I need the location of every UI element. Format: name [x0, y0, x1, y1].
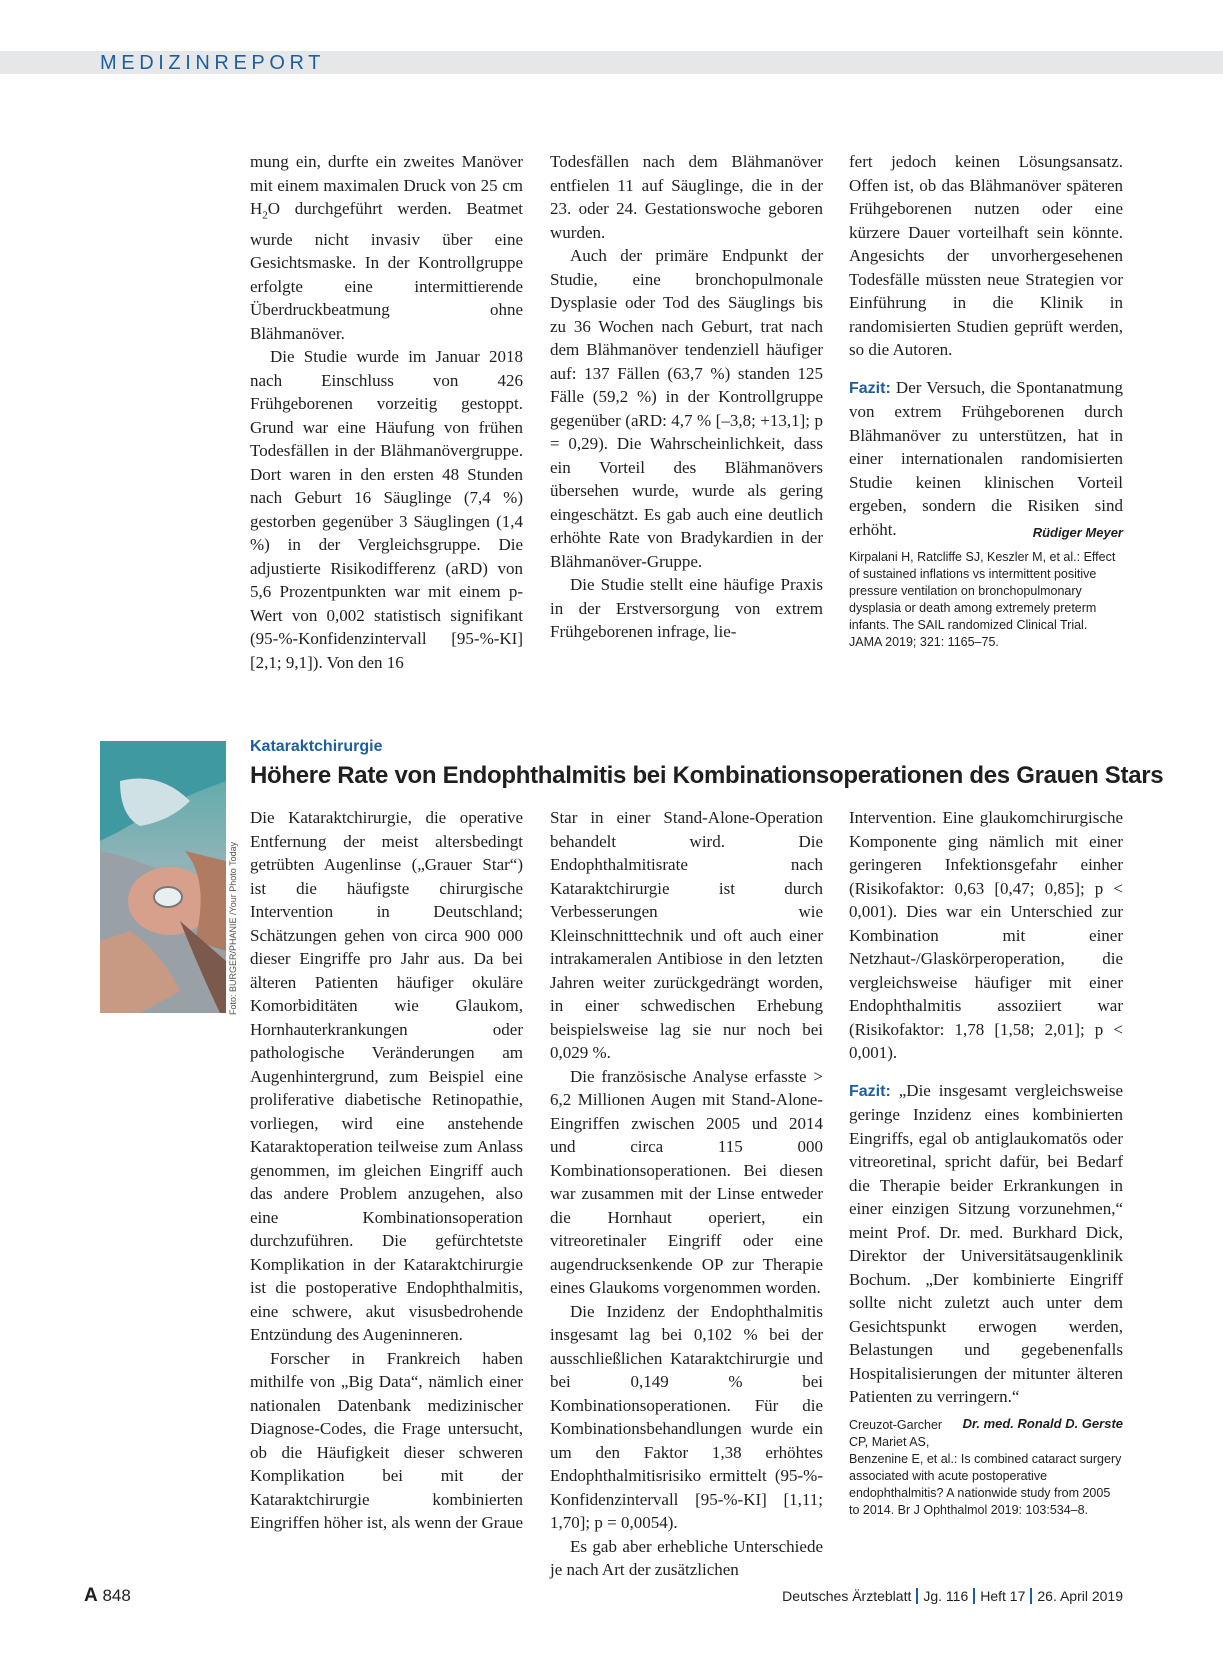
article-column-1: [250, 806, 523, 1535]
reference: Creuzot-Garcher CP, Mariet AS, Benzenine E, et al.: Is combined cataract surgery associated with acute postoperative endophthalmitis? A nationwide study from 2005 to 2014. Br J Ophthalmol 2019: 103:534–8.: [849, 1417, 1122, 1517]
article-column-3: [849, 806, 1123, 1519]
journal-date: 26. April 2019: [1037, 1588, 1123, 1604]
top-column-2: [550, 150, 823, 644]
photo-credit: Foto: BURGER/PHANIE /Your Photo Today: [228, 841, 238, 1015]
fazit-paragraph: Fazit: „Die insgesamt vergleichsweise geringe Inzidenz eines kombinierten Eingriffs, egal ob antiglaukomatös oder vitreoretinal, spricht dafür, bei Bedarf die Therapie beider Erkrankungen in einer einzigen Sitzung vorzunehmen,“ meint Prof. Dr. med. Burkhard Dick, Direktor der Universitätsaugenklinik Bochum. „Der kombinierte Eingriff sollte nicht zuletzt auch unter dem Gesichtspunkt erwogen werden, Belastungen und gegebenenfalls Hospitalisierungen der mitunter älteren Patienten zu verringern.“ Dr. med. Ronald D. Gerste: [849, 1079, 1123, 1409]
top-column-1: [250, 150, 523, 674]
surgery-photo-image: [100, 741, 226, 1013]
paragraph: Die Kataraktchirurgie, die operative Entfernung der meist altersbedingt getrübten Augenlinse („Grauer Star“) ist die häufigste chirurgische Intervention in Deutschland; Schätzungen gehen von circa 900 000 dieser Eingriffe pro Jahr aus. Da bei älteren Patienten häufiger okuläre Komorbiditäten wie Glaukom, Hornhauterkrankungen oder pathologische Veränderungen am Augenhintergrund, zum Beispiel eine proliferative diabetische Retinopathie, vorliegen, wird eine anstehende Kataraktoperation teilweise zum Anlass genommen, im gleichen Eingriff auch das andere Problem anzugehen, also eine Kombinationsoperation durchzuführen. Die gefürchtetste Komplikation in der Kataraktchirurgie ist die postoperative Endophthalmitis, eine schwere, akut visusbedrohende Entzündung des Augeninneren.: [250, 808, 523, 1344]
paragraph: mung ein, durfte ein zweites Manöver mit einem maximalen Druck von 25 cm $H_2O$ durchgeführt werden. Beatmet wurde nicht invasiv über eine Gesichtsmaske. In der Kontrollgruppe erfolgte eine intermittierende Überdruckbeatmung ohne Blähmanöver.: [250, 152, 523, 343]
section-label: MEDIZINREPORT: [100, 52, 325, 74]
journal-volume: Jg. 116: [923, 1588, 969, 1604]
journal-issue: Heft 17: [980, 1588, 1026, 1604]
paragraph: Forscher in Frankreich haben mithilfe von „Big Data“, nämlich einer nationalen Datenbank medizinischer Diagnose-Codes, die Frage untersucht, ob die Häufigkeit dieser schweren Komplikation bei mit der Kataraktchirurgie kombinierten Eingriffen höher ist, als wenn der Graue: [250, 1348, 524, 1532]
paragraph: Intervention. Eine glaukomchirurgische Komponente ging nämlich mit einer geringeren Infektionsgefahr einher (Risikofaktor: 0,63 [0,47; 0,85]; p < 0,001). Dies war ein Unterschied zur Kombination mit einer Netzhaut-/Glaskörperoperation, die vergleichsweise häufiger mit einer Endophthalmitis assoziiert war (Risikofaktor: 1,78 [1,58; 2,01]; p < 0,001).: [849, 808, 1123, 1062]
journal-footer: [782, 1588, 1123, 1604]
paragraph: Die Studie wurde im Januar 2018 nach Einschluss von 426 Frühgeborenen vorzeitig gestoppt. Grund war eine Häufung von frühen Todesfällen in der Blähmanövergruppe. Dort waren in den ersten 48 Stunden nach Geburt 16 Säuglinge (7,4 %) gestorben gegenüber 3 Säuglingen (1,4 %) in der Vergleichsgruppe. Die adjustierte Risikodifferenz (aRD) von 5,6 Prozentpunkten war mit einem p-Wert von 0,002 statistisch signifikant (95-%-Konfidenzintervall [95-%-KI] [2,1; 9,1]). Von den 16: [250, 347, 523, 672]
article-headline: Höhere Rate von Endophthalmitis bei Kombinationsoperationen des Grauen Stars: [250, 762, 1164, 789]
surgery-photo: [100, 741, 226, 1013]
paragraph: Todesfällen nach dem Blähmanöver entfielen 11 auf Säuglinge, die in der 23. oder 24. Gestationswoche geboren wurden.: [550, 152, 823, 242]
fazit-label: Fazit:: [849, 1082, 891, 1100]
author-name: Rüdiger Meyer: [1032, 524, 1123, 540]
author-name: Dr. med. Ronald D. Gerste: [962, 1415, 1123, 1431]
paragraph: fert jedoch keinen Lösungsansatz. Offen ist, ob das Blähmanöver späteren Frühgeborenen nutzen oder eine kürzere Dauer vorteilhaft sein könnte. Angesichts der unvorhergesehenen Todesfälle müssten neue Strategien vor Einführung in die Klinik in randomisierten Studien geprüft werden, so die Autoren.: [849, 152, 1123, 359]
paragraph: Die französische Analyse erfasste > 6,2 Millionen Augen mit Stand-Alone-Eingriffen zwischen 2005 und 2014 und circa 115 000 Kombinationsoperationen. Bei diesen war zusammen mit der Linse entweder die Hornhaut operiert, ein vitreoretinaler Eingriff oder eine augendrucksenkende OP zur Therapie eines Glaukoms vorgenommen worden.: [550, 1066, 823, 1297]
divider: [973, 1588, 975, 1604]
fazit-label: Fazit:: [849, 379, 891, 397]
article-rubric: Kataraktchirurgie: [250, 738, 383, 755]
paragraph: Es gab aber erhebliche Unterschiede je nach Art der zusätzlichen: [550, 1536, 823, 1579]
journal-name: Deutsches Ärzteblatt: [782, 1588, 912, 1604]
reference: Kirpalani H, Ratcliffe SJ, Keszler M, et al.: Effect of sustained inflations vs intermittent positive pressure ventilation on bronchopulmonary dysplasia or death among extremely preterm infants. The SAIL randomized Clinical Trial. JAMA 2019; 321: 1165–75.: [849, 550, 1116, 649]
paragraph: Star in einer Stand-Alone-Operation behandelt wird. Die Endophthalmitisrate nach Kataraktchirurgie ist durch Verbesserungen wie Kleinschnitttechnik und oft auch einer intrakameralen Antibiose in den letzten Jahren weiter zurückgedrängt worden, in einer schwedischen Erhebung beispielsweise lag sie nur noch bei 0,029 %.: [550, 808, 823, 1062]
article-column-2: [550, 806, 823, 1582]
paragraph: Die Studie stellt eine häufige Praxis in der Erstversorgung von extrem Frühgeborenen infrage, lie-: [550, 575, 823, 641]
top-column-3: [849, 150, 1123, 651]
paragraph: Auch der primäre Endpunkt der Studie, eine bronchopulmonale Dysplasie oder Tod des Säuglings bis zu 36 Wochen nach Geburt, trat nach dem Blähmanöver tendenziell häufiger auf: 137 Fällen (63,7 %) standen 125 Fälle (59,2 %) in der Kontrollgruppe gegenüber (aRD: 4,7 % [–3,8; +13,1]; p = 0,29). Die Wahrscheinlichkeit, dass ein Vorteil des Blähmanövers übersehen wurde, wurde als gering eingeschätzt. Es gab auch eine deutlich erhöhte Rate von Bradykardien in der Blähmanöver-Gruppe.: [550, 246, 823, 571]
divider: [916, 1588, 918, 1604]
paragraph: Die Inzidenz der Endophthalmitis insgesamt lag bei 0,102 % bei der ausschließlichen Kataraktchirurgie und bei 0,149 % bei Kombinationsoperationen. Für die Kombinationsbehandlungen wurde ein um den Faktor 1,38 erhöhtes Endophthalmitisrisiko ermittelt (95-%-Konfidenzintervall [95-%-KI] [1,11; 1,70]; p = 0,0054).: [550, 1301, 823, 1532]
divider: [1030, 1588, 1032, 1604]
fazit-paragraph: Fazit: Der Versuch, die Spontanatmung von extrem Frühgeborenen durch Blähmanöver zu unterstützen, hat in einer internationalen randomisierten Studie keinen klinischen Vorteil ergeben, sondern die Risiken sind erhöht. Rüdiger Meyer: [849, 376, 1123, 542]
page-number: A 848: [84, 1585, 131, 1606]
